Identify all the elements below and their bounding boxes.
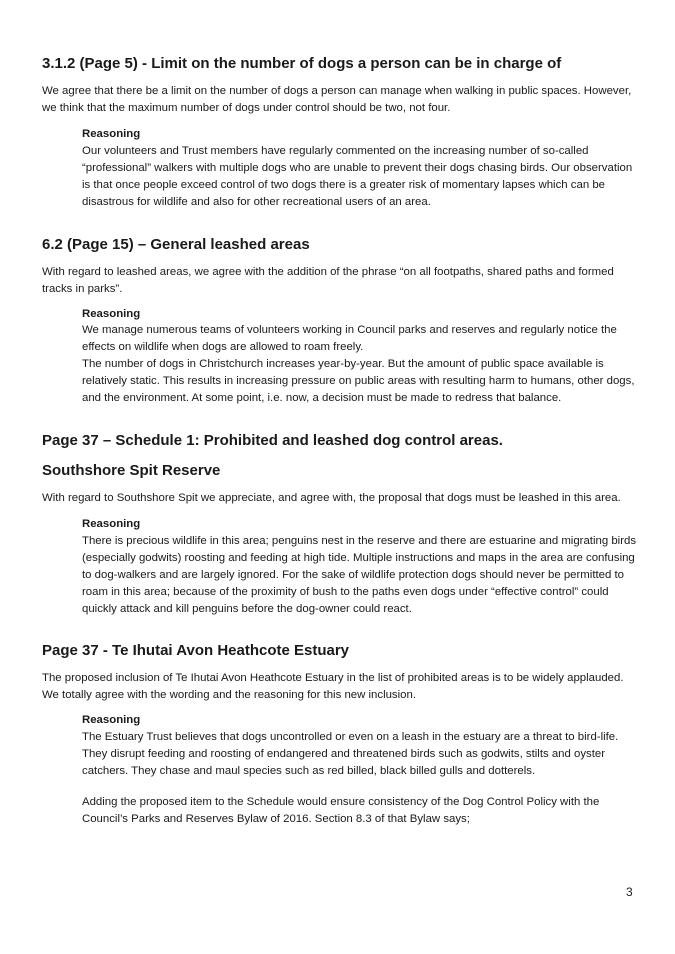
subheading-southshore-spit: Southshore Spit Reserve	[42, 462, 221, 479]
reasoning-text-leashed-areas-2: The number of dogs in Christchurch increases year-by-year. But the amount of public space available is relatively static. This results in increasing pressure on public areas with resulting harm to humans, other dogs, and the environment. At some point, i.e. now, a decision must be made to redress that balance.	[82, 358, 635, 404]
reasoning-label: Reasoning	[82, 308, 141, 320]
reasoning-text-leashed-areas-1: We manage numerous teams of volunteers working in Council parks and reserves and regularly notice the effects on wildlife when dogs are allowed to roam freely.	[82, 324, 617, 353]
reasoning-text-estuary-2: Adding the proposed item to the Schedule would ensure consistency of the Dog Control Policy with the Council’s Parks and Reserves Bylaw of 2016. Section 8.3 of that Bylaw says;	[82, 796, 600, 825]
reasoning-text-dog-limit: Our volunteers and Trust members have regularly commented on the increasing number of so-called “professional” walkers with multiple dogs who are unable to prevent their dogs chasing birds. Our observation is that once people exceed control of two dogs there is a greater risk of momentary lapses which can be disastrous for wildlife and also for other recreational users of an area.	[82, 145, 633, 208]
section-paragraph-estuary: The proposed inclusion of Te Ihutai Avon Heathcote Estuary in the list of prohibited areas is to be widely applauded. We totally agree with the wording and the reasoning for this new inclusion.	[42, 672, 624, 701]
section-heading-estuary: Page 37 - Te Ihutai Avon Heathcote Estuary	[42, 642, 350, 659]
reasoning-label: Reasoning	[82, 714, 141, 726]
section-heading-dog-limit: 3.1.2 (Page 5) - Limit on the number of dogs a person can be in charge of	[42, 55, 562, 72]
section-heading-schedule-1: Page 37 – Schedule 1: Prohibited and leashed dog control areas.	[42, 432, 503, 449]
page-number: 3	[626, 885, 633, 899]
reasoning-label: Reasoning	[82, 128, 141, 140]
reasoning-text-southshore: There is precious wildlife in this area; penguins nest in the reserve and there are estuarine and migrating birds (especially godwits) roosting and feeding at high tide. Multiple instructions and maps in the area are confusing to dog-walkers and are largely ignored. For the sake of wildlife protection dogs should never be permitted to roam in this area; because of the proximity of bush to the paths even dogs under “effective control” could quickly attack and kill penguins before the dog-owner could react.	[82, 535, 637, 615]
reasoning-label: Reasoning	[82, 518, 141, 530]
reasoning-text-estuary-1: The Estuary Trust believes that dogs uncontrolled or even on a leash in the estuary are a threat to bird-life. They disrupt feeding and roosting of endangered and threatened birds such as godwits, stilts and oyster catchers. They chase and maul species such as red billed, black billed gulls and dotterels.	[82, 731, 619, 777]
section-paragraph-southshore: With regard to Southshore Spit we appreciate, and agree with, the proposal that dogs must be leashed in this area.	[42, 492, 621, 504]
section-paragraph-leashed-areas: With regard to leashed areas, we agree with the addition of the phrase “on all footpaths, shared paths and formed tracks in parks”.	[42, 266, 614, 295]
section-heading-leashed-areas: 6.2 (Page 15) – General leashed areas	[42, 236, 310, 253]
section-paragraph-dog-limit: We agree that there be a limit on the number of dogs a person can manage when walking in public spaces. However, we think that the maximum number of dogs under control should be two, not four.	[42, 85, 632, 114]
